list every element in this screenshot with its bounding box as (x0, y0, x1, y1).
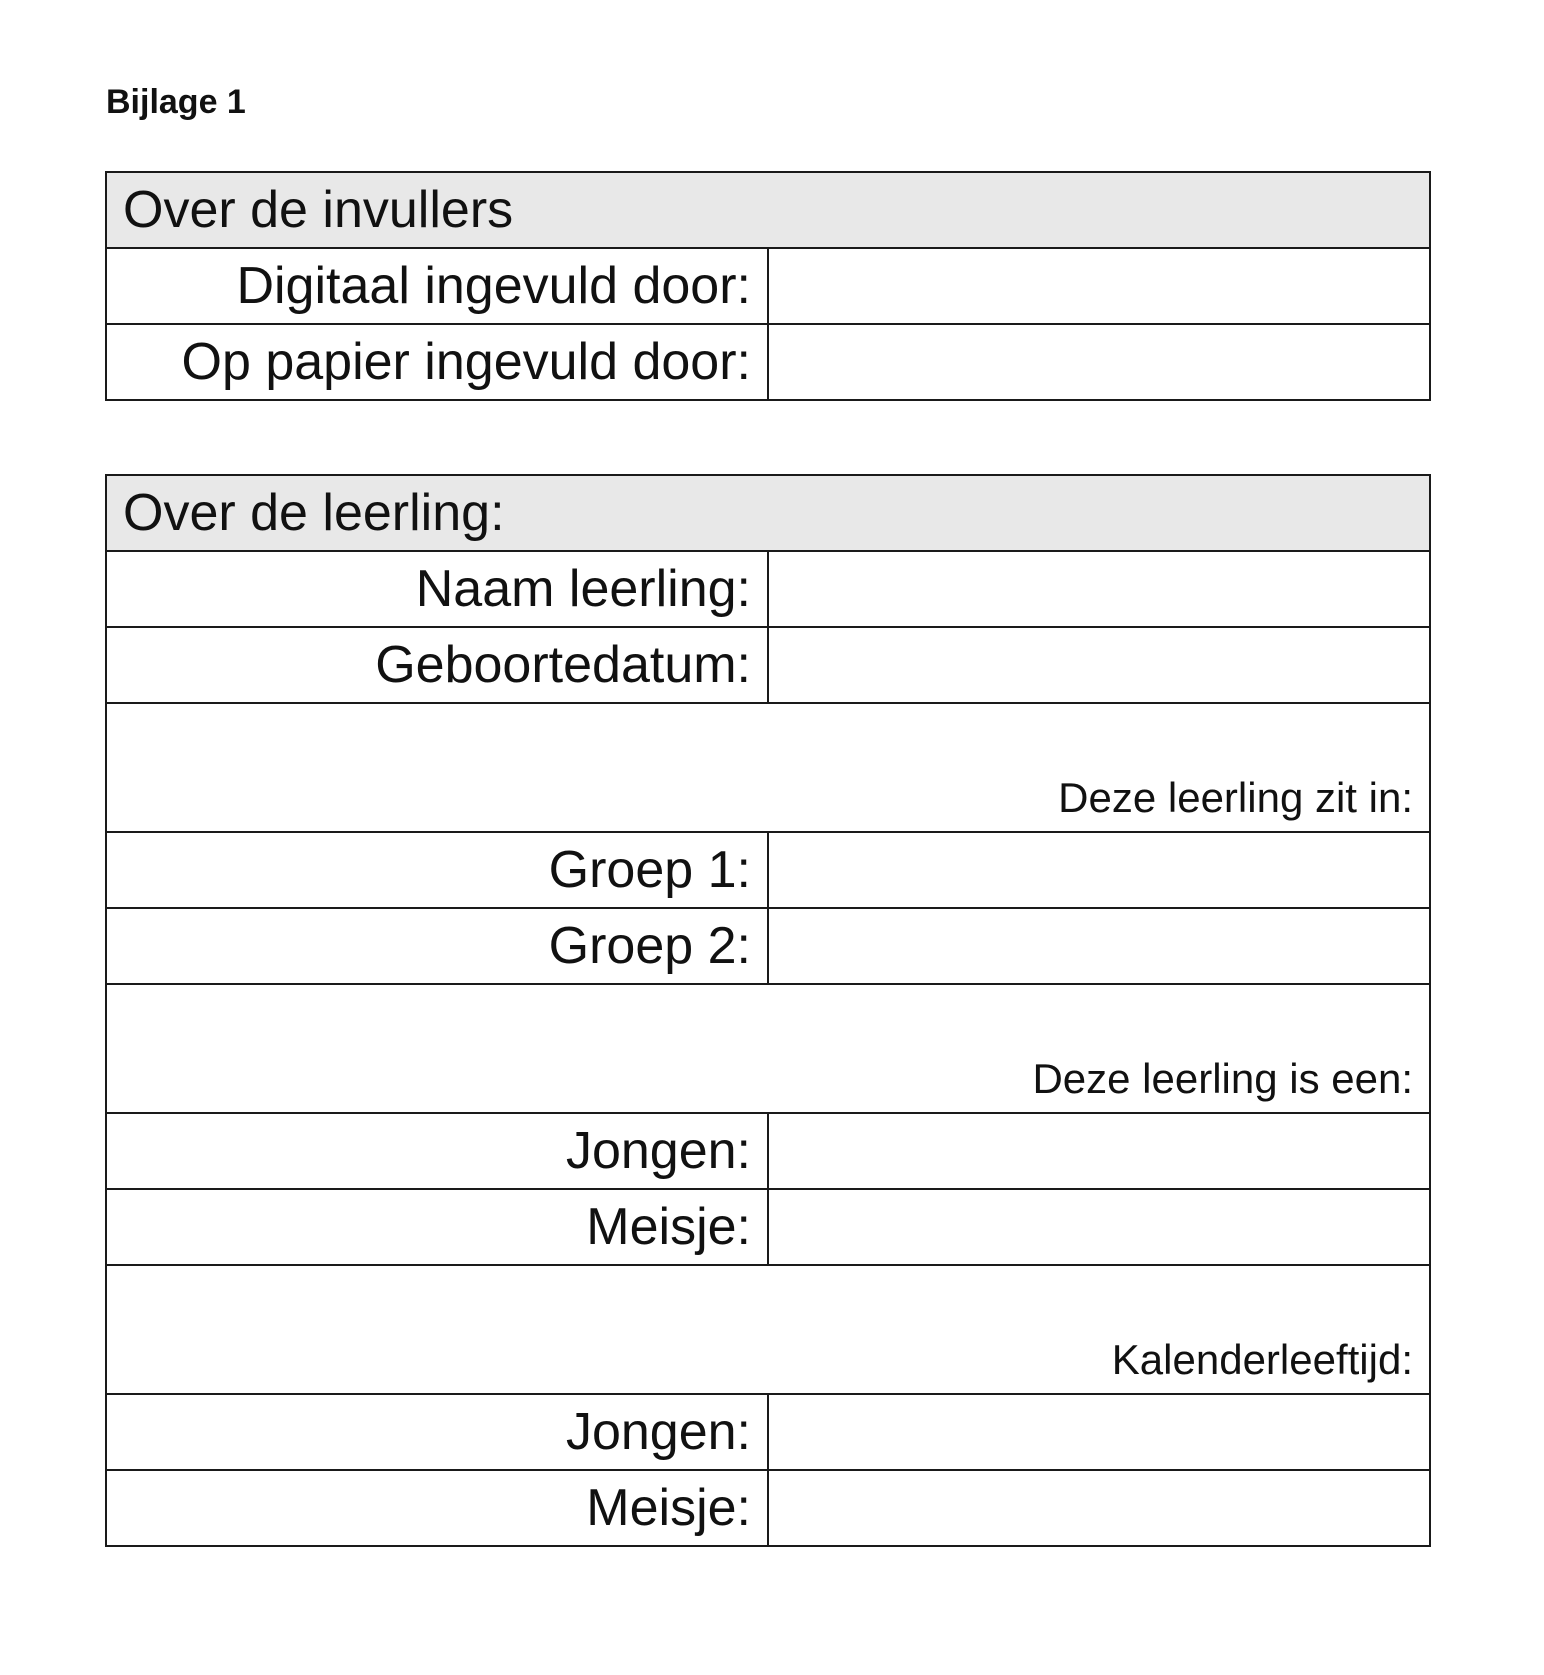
form-row (106, 627, 1430, 703)
form-row (106, 551, 1430, 627)
kalenderleeftijd-meisje-label: Meisje: (106, 1470, 768, 1546)
geslacht-subheading: Deze leerling is een: (106, 984, 1430, 1113)
geslacht-jongen-field[interactable] (768, 1113, 1430, 1189)
leerling-section-title: Over de leerling: (106, 475, 1430, 551)
digitaal-ingevuld-label: Digitaal ingevuld door: (106, 248, 768, 324)
groep-subheading: Deze leerling zit in: (106, 703, 1430, 832)
naam-leerling-field[interactable] (768, 551, 1430, 627)
form-row (106, 324, 1430, 400)
groep-2-label: Groep 2: (106, 908, 768, 984)
digitaal-ingevuld-field[interactable] (768, 248, 1430, 324)
geboortedatum-field[interactable] (768, 627, 1430, 703)
document-heading: Bijlage 1 (106, 83, 246, 121)
invullers-table (105, 171, 1431, 401)
geslacht-meisje-field[interactable] (768, 1189, 1430, 1265)
geboortedatum-label: Geboortedatum: (106, 627, 768, 703)
form-row (106, 908, 1430, 984)
kalenderleeftijd-jongen-label: Jongen: (106, 1394, 768, 1470)
op-papier-ingevuld-field[interactable] (768, 324, 1430, 400)
leerling-table (105, 474, 1431, 1547)
form-row (106, 1470, 1430, 1546)
groep-1-field[interactable] (768, 832, 1430, 908)
geslacht-jongen-label: Jongen: (106, 1113, 768, 1189)
form-row (106, 1189, 1430, 1265)
form-row (106, 1113, 1430, 1189)
geslacht-meisje-label: Meisje: (106, 1189, 768, 1265)
form-row (106, 832, 1430, 908)
form-row (106, 1394, 1430, 1470)
form-row (106, 248, 1430, 324)
invullers-section-title: Over de invullers (106, 172, 1430, 248)
naam-leerling-label: Naam leerling: (106, 551, 768, 627)
groep-1-label: Groep 1: (106, 832, 768, 908)
groep-2-field[interactable] (768, 908, 1430, 984)
kalenderleeftijd-jongen-field[interactable] (768, 1394, 1430, 1470)
kalenderleeftijd-subheading: Kalenderleeftijd: (106, 1265, 1430, 1394)
kalenderleeftijd-meisje-field[interactable] (768, 1470, 1430, 1546)
op-papier-ingevuld-label: Op papier ingevuld door: (106, 324, 768, 400)
